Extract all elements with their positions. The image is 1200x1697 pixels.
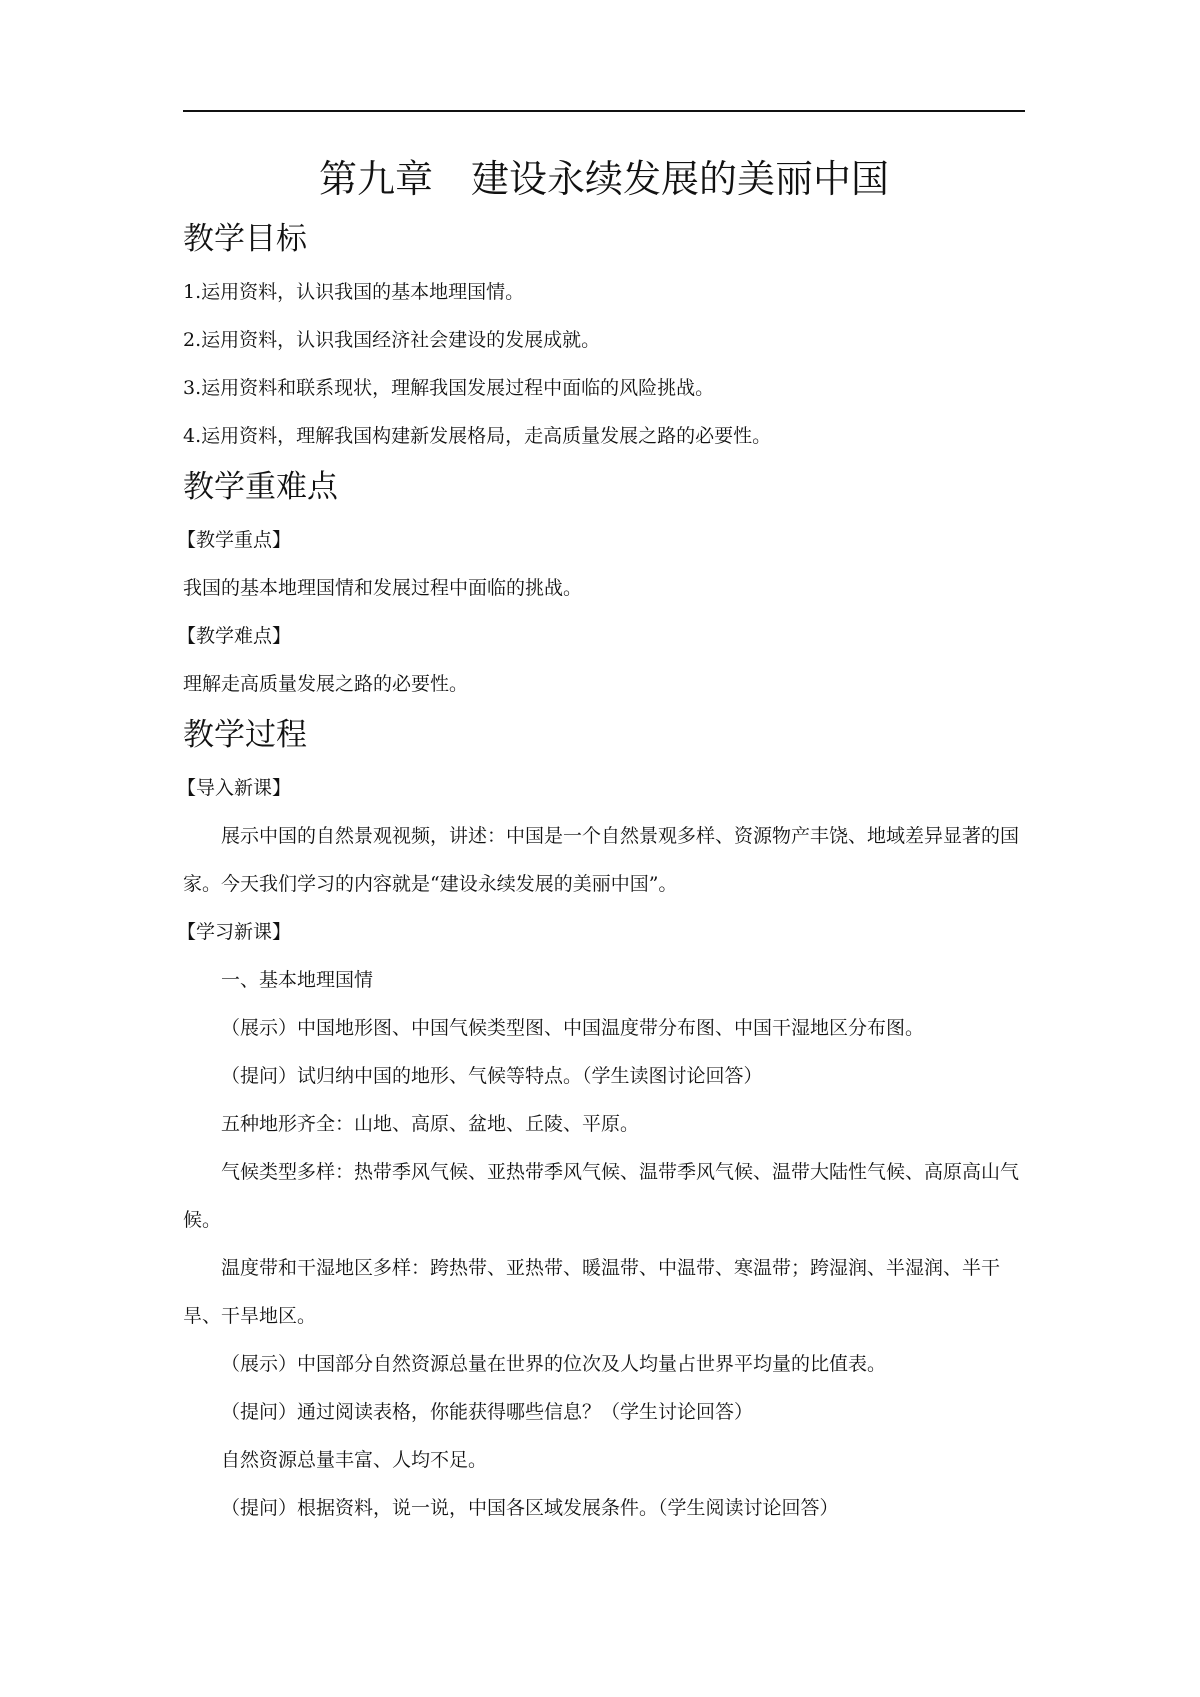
difficulty-text: 理解走高质量发展之路的必要性。: [183, 673, 469, 695]
header-rule: [183, 110, 1025, 112]
lesson-paragraph: （展示）中国地形图、中国气候类型图、中国温度带分布图、中国干湿地区分布图。: [221, 1017, 925, 1039]
lesson-paragraph: 五种地形齐全：山地、高原、盆地、丘陵、平原。: [221, 1113, 640, 1135]
objectives-heading: 教学目标: [183, 221, 307, 257]
focus-text: 我国的基本地理国情和发展过程中面临的挑战。: [183, 577, 583, 599]
process-heading: 教学过程: [183, 717, 307, 753]
lesson-paragraph: （提问）试归纳中国的地形、气候等特点。（学生读图讨论回答）: [221, 1065, 763, 1087]
lesson-paragraph: （提问）通过阅读表格，你能获得哪些信息？（学生讨论回答）: [221, 1401, 754, 1423]
objective-item: 2.运用资料，认识我国经济社会建设的发展成就。: [183, 329, 601, 351]
objective-item: 4.运用资料，理解我国构建新发展格局，走高质量发展之路的必要性。: [183, 425, 772, 447]
key-points-heading: 教学重难点: [183, 469, 338, 505]
lesson-paragraph: （展示）中国部分自然资源总量在世界的位次及人均量占世界平均量的比值表。: [221, 1353, 887, 1375]
objective-item: 3.运用资料和联系现状，理解我国发展过程中面临的风险挑战。: [183, 377, 715, 399]
lesson-paragraph: 气候类型多样：热带季风气候、亚热带季风气候、温带季风气候、温带大陆性气候、高原高山气候。: [183, 1161, 1020, 1231]
lesson-paragraph: （提问）根据资料，说一说，中国各区域发展条件。（学生阅读讨论回答）: [221, 1497, 839, 1519]
focus-label: 【教学重点】: [177, 529, 292, 551]
objective-item: 1.运用资料，认识我国的基本地理国情。: [183, 281, 525, 303]
difficulty-label: 【教学难点】: [177, 625, 292, 647]
lesson-paragraph: 自然资源总量丰富、人均不足。: [221, 1449, 488, 1471]
document-body: [177, 148, 1025, 1532]
new-lesson-label: 【学习新课】: [177, 921, 292, 943]
lesson-paragraph: 温度带和干湿地区多样：跨热带、亚热带、暖温带、中温带、寒温带；跨湿润、半湿润、半干旱、干旱地区。: [183, 1257, 1001, 1327]
chapter-title: 第九章 建设永续发展的美丽中国: [318, 157, 889, 201]
subsection-heading: 一、基本地理国情: [221, 969, 374, 991]
intro-paragraph: 展示中国的自然景观视频，讲述：中国是一个自然景观多样、资源物产丰饶、地域差异显著的国家。今天我们学习的内容就是“建设永续发展的美丽中国”。: [183, 825, 1020, 895]
intro-label: 【导入新课】: [177, 777, 292, 799]
